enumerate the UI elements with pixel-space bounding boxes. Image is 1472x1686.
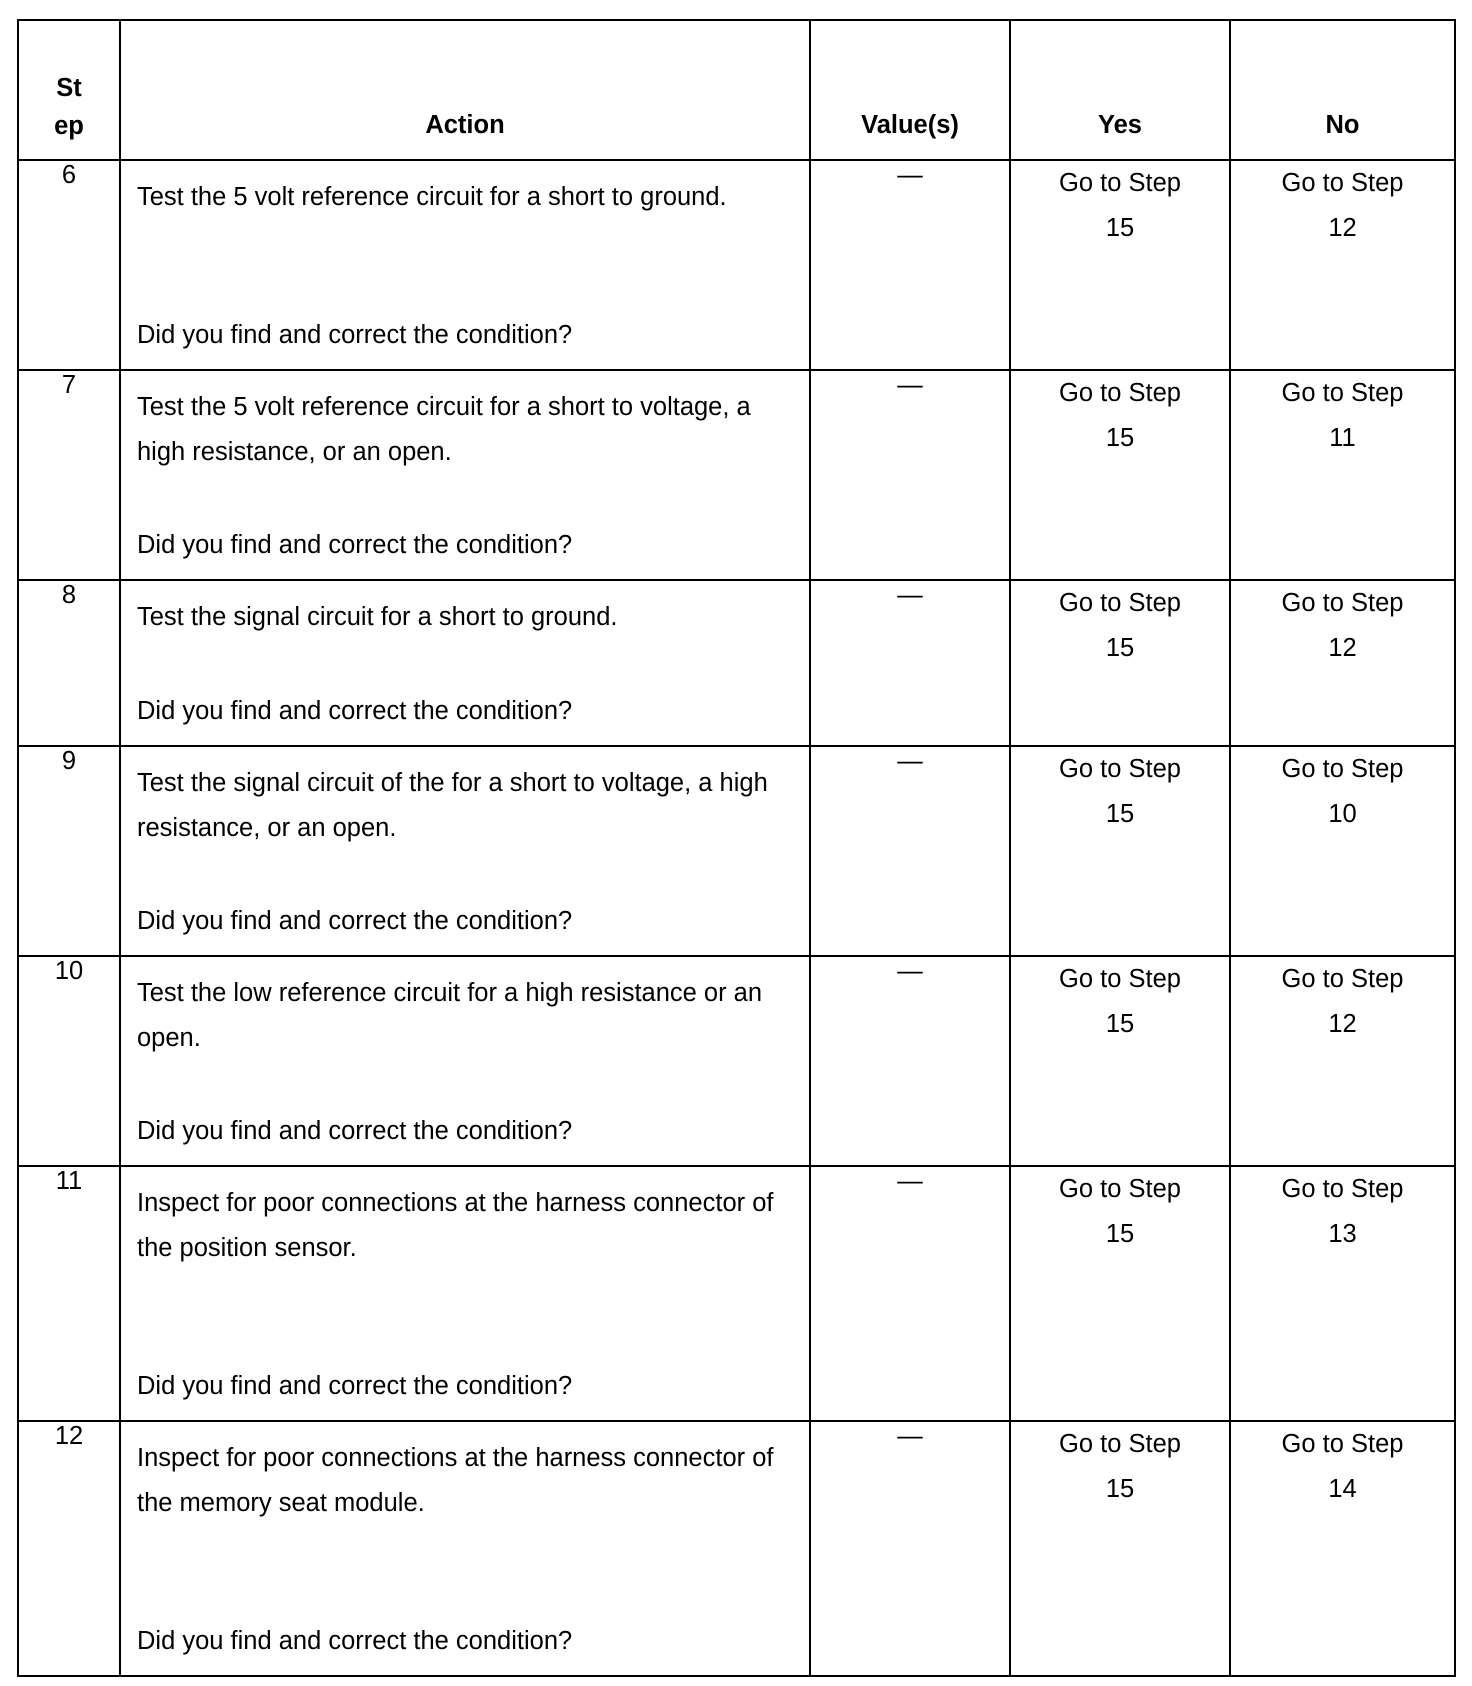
action-cell xyxy=(120,746,810,956)
table-row xyxy=(18,956,1455,1166)
value-cell xyxy=(810,746,1010,956)
no-goto-label: Go to Step xyxy=(1281,379,1404,407)
yes-cell xyxy=(1010,370,1230,580)
step-number: 6 xyxy=(18,160,120,370)
action-text: Inspect for poor connections at the harness connector of the position sensor. xyxy=(137,1189,774,1262)
yes-goto-step: 15 xyxy=(1105,214,1135,242)
header-yes: Yes xyxy=(1010,20,1230,160)
step-number: 12 xyxy=(18,1421,120,1676)
table-row xyxy=(18,746,1455,956)
value-dash: — xyxy=(897,1422,923,1450)
no-goto-label: Go to Step xyxy=(1281,965,1404,993)
action-question: Did you find and correct the condition? xyxy=(137,321,573,349)
value-cell xyxy=(810,160,1010,370)
table-row xyxy=(18,370,1455,580)
header-values: Value(s) xyxy=(810,20,1010,160)
action-cell xyxy=(120,370,810,580)
no-goto-step: 12 xyxy=(1328,1010,1357,1038)
action-question: Did you find and correct the condition? xyxy=(137,907,573,935)
table-row xyxy=(18,1166,1455,1421)
action-text: Test the 5 volt reference circuit for a short to ground. xyxy=(137,183,727,211)
value-cell xyxy=(810,580,1010,746)
no-cell xyxy=(1230,956,1455,1166)
action-text: Inspect for poor connections at the harness connector of the memory seat module. xyxy=(137,1444,774,1517)
no-goto-step: 11 xyxy=(1329,424,1356,452)
yes-goto-step: 15 xyxy=(1105,1475,1135,1503)
value-dash: — xyxy=(897,747,923,775)
no-goto-step: 12 xyxy=(1328,214,1357,242)
table-header-row xyxy=(18,20,1455,160)
action-question: Did you find and correct the condition? xyxy=(137,1372,573,1400)
action-text: Test the low reference circuit for a high resistance or an open. xyxy=(137,979,763,1052)
yes-goto-label: Go to Step xyxy=(1059,379,1181,407)
yes-goto-label: Go to Step xyxy=(1059,755,1181,783)
value-dash: — xyxy=(897,1167,923,1195)
yes-cell xyxy=(1010,1166,1230,1421)
yes-goto-label: Go to Step xyxy=(1059,1430,1181,1458)
action-text: Test the 5 volt reference circuit for a short to voltage, a high resistance, or an open. xyxy=(137,393,751,466)
diagnostic-steps-table xyxy=(17,19,1456,1677)
yes-goto-step: 15 xyxy=(1105,800,1135,828)
value-cell xyxy=(810,956,1010,1166)
value-cell xyxy=(810,370,1010,580)
step-number: 11 xyxy=(18,1166,120,1421)
action-cell xyxy=(120,1166,810,1421)
yes-cell xyxy=(1010,746,1230,956)
no-cell xyxy=(1230,370,1455,580)
step-number: 9 xyxy=(18,746,120,956)
value-cell xyxy=(810,1421,1010,1676)
value-cell xyxy=(810,1166,1010,1421)
yes-goto-step: 15 xyxy=(1105,1010,1135,1038)
no-goto-label: Go to Step xyxy=(1281,169,1404,197)
value-dash: — xyxy=(897,957,923,985)
no-goto-label: Go to Step xyxy=(1281,1175,1404,1203)
table-row xyxy=(18,1421,1455,1676)
table-row xyxy=(18,580,1455,746)
step-number: 7 xyxy=(18,370,120,580)
header-no: No xyxy=(1230,20,1455,160)
no-goto-label: Go to Step xyxy=(1281,1430,1404,1458)
no-goto-label: Go to Step xyxy=(1281,755,1404,783)
header-step-line2: ep xyxy=(54,112,84,140)
action-cell xyxy=(120,1421,810,1676)
header-action: Action xyxy=(120,20,810,160)
yes-cell xyxy=(1010,160,1230,370)
yes-goto-label: Go to Step xyxy=(1059,1175,1181,1203)
yes-goto-label: Go to Step xyxy=(1059,965,1181,993)
yes-goto-label: Go to Step xyxy=(1059,589,1181,617)
yes-cell xyxy=(1010,1421,1230,1676)
yes-cell xyxy=(1010,956,1230,1166)
yes-goto-step: 15 xyxy=(1105,1220,1135,1248)
value-dash: — xyxy=(897,371,923,399)
no-goto-step: 13 xyxy=(1328,1220,1357,1248)
no-cell xyxy=(1230,580,1455,746)
yes-cell xyxy=(1010,580,1230,746)
yes-goto-step: 15 xyxy=(1105,424,1135,452)
no-cell xyxy=(1230,160,1455,370)
action-question: Did you find and correct the condition? xyxy=(137,531,573,559)
header-step xyxy=(18,20,120,160)
action-text: Test the signal circuit for a short to ground. xyxy=(137,603,618,631)
header-step-line1: St xyxy=(56,74,82,102)
action-question: Did you find and correct the condition? xyxy=(137,1117,573,1145)
yes-goto-step: 15 xyxy=(1105,634,1135,662)
table-row xyxy=(18,160,1455,370)
no-goto-step: 10 xyxy=(1328,800,1357,828)
action-question: Did you find and correct the condition? xyxy=(137,697,573,725)
action-cell xyxy=(120,160,810,370)
step-number: 8 xyxy=(18,580,120,746)
yes-goto-label: Go to Step xyxy=(1059,169,1181,197)
no-goto-label: Go to Step xyxy=(1281,589,1404,617)
action-cell xyxy=(120,580,810,746)
no-goto-step: 14 xyxy=(1328,1475,1357,1503)
value-dash: — xyxy=(897,161,923,189)
action-cell xyxy=(120,956,810,1166)
no-cell xyxy=(1230,1421,1455,1676)
no-cell xyxy=(1230,746,1455,956)
no-cell xyxy=(1230,1166,1455,1421)
step-number: 10 xyxy=(18,956,120,1166)
value-dash: — xyxy=(897,581,923,609)
no-goto-step: 12 xyxy=(1328,634,1357,662)
action-text: Test the signal circuit of the for a short to voltage, a high resistance, or an open. xyxy=(137,769,768,842)
action-question: Did you find and correct the condition? xyxy=(137,1627,573,1655)
